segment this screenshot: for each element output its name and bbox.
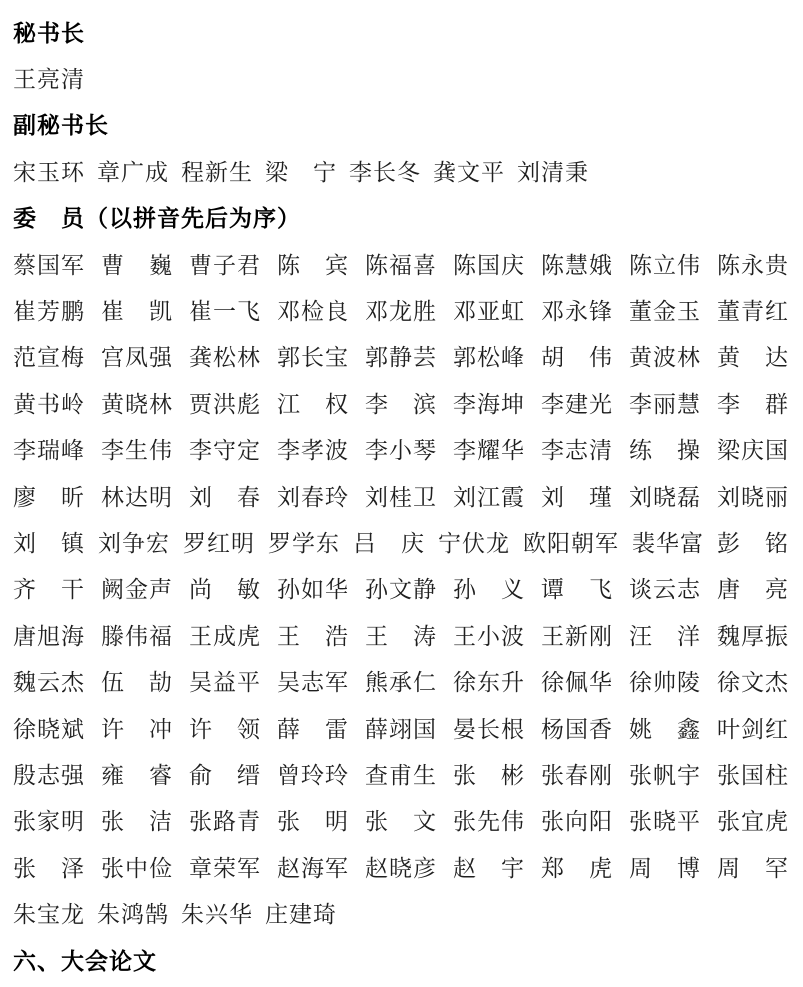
person-name: 伍 劼 [101, 670, 173, 696]
person-name: 王 浩 [277, 623, 349, 649]
person-name: 滕伟福 [101, 623, 173, 649]
person-name: 陈福喜 [365, 252, 437, 278]
person-name: 张先伟 [453, 809, 525, 835]
person-name: 赵海军 [277, 855, 349, 881]
person-name: 徐文杰 [717, 670, 789, 696]
person-name: 李小琴 [365, 438, 437, 464]
person-name: 张宜虎 [717, 809, 789, 835]
deputy-secretary-general-names [13, 147, 789, 193]
person-name: 晏长根 [453, 716, 525, 742]
person-name: 王小波 [453, 623, 525, 649]
person-name: 刘晓丽 [717, 484, 789, 510]
heading-secretary-general: 秘书长 [13, 20, 85, 46]
person-name: 龚文平 [433, 159, 505, 185]
person-name: 董青红 [717, 299, 789, 325]
person-name: 欧阳朝军 [523, 530, 619, 556]
person-name: 朱兴华 [181, 902, 253, 928]
person-name: 刘 镇 [13, 530, 85, 556]
person-name: 陈 宾 [277, 252, 349, 278]
person-name: 章荣军 [189, 855, 261, 881]
person-name: 尚 敏 [189, 577, 261, 603]
member-row [13, 704, 789, 750]
person-name: 黄书岭 [13, 391, 85, 417]
person-name: 吴志军 [277, 670, 349, 696]
member-row [13, 379, 789, 425]
person-name: 庄建琦 [265, 902, 337, 928]
person-name: 李耀华 [453, 438, 525, 464]
person-name: 梁庆国 [717, 438, 789, 464]
person-name: 朱宝龙 [13, 902, 85, 928]
person-name: 张国柱 [717, 762, 789, 788]
person-name: 蔡国军 [13, 252, 85, 278]
person-name: 齐 干 [13, 577, 85, 603]
person-name: 邓检良 [277, 299, 349, 325]
person-name: 孙文静 [365, 577, 437, 603]
person-name: 魏云杰 [13, 670, 85, 696]
member-row [13, 797, 789, 843]
person-name: 叶剑红 [717, 716, 789, 742]
person-name: 罗学东 [268, 530, 340, 556]
person-name: 张帆宇 [629, 762, 701, 788]
person-name: 林达明 [101, 484, 173, 510]
person-name: 范宣梅 [13, 345, 85, 371]
person-name: 张晓平 [629, 809, 701, 835]
person-name: 黄波林 [629, 345, 701, 371]
person-name: 赵 宇 [453, 855, 525, 881]
person-name: 李生伟 [101, 438, 173, 464]
person-name: 廖 昕 [13, 484, 85, 510]
person-name: 殷志强 [13, 762, 85, 788]
person-name: 谭 飞 [541, 577, 613, 603]
person-name: 唐旭海 [13, 623, 85, 649]
person-name: 黄 达 [717, 345, 789, 371]
person-name: 曹 巍 [101, 252, 173, 278]
member-row [13, 657, 789, 703]
person-name: 阙金声 [101, 577, 173, 603]
person-name: 张 明 [277, 809, 349, 835]
person-name: 邓龙胜 [365, 299, 437, 325]
person-name: 刘争宏 [98, 530, 170, 556]
heading-members: 委 员（以拼音先后为序） [13, 206, 301, 232]
person-name: 周 博 [629, 855, 701, 881]
person-name: 郑 虎 [541, 855, 613, 881]
person-name: 吴益平 [189, 670, 261, 696]
person-name: 王 涛 [365, 623, 437, 649]
person-name: 邓亚虹 [453, 299, 525, 325]
person-name: 李长冬 [349, 159, 421, 185]
person-name: 周 罕 [717, 855, 789, 881]
person-name: 薛 雷 [277, 716, 349, 742]
member-row [13, 426, 789, 472]
secretary-general-names [13, 54, 789, 100]
person-name: 雍 睿 [101, 762, 173, 788]
person-name: 罗红明 [183, 530, 255, 556]
person-name: 张 彬 [453, 762, 525, 788]
person-name: 黄晓林 [101, 391, 173, 417]
person-name: 谈云志 [629, 577, 701, 603]
person-name: 李建光 [541, 391, 613, 417]
person-name: 龚松林 [189, 345, 261, 371]
person-name: 李孝波 [277, 438, 349, 464]
person-name: 梁 宁 [265, 159, 337, 185]
person-name: 董金玉 [629, 299, 701, 325]
person-name: 赵晓彦 [365, 855, 437, 881]
heading-deputy-secretary-general: 副秘书长 [13, 113, 109, 139]
person-name: 宁伏龙 [438, 530, 510, 556]
person-name: 唐 亮 [717, 577, 789, 603]
person-name: 查甫生 [365, 762, 437, 788]
person-name: 江 权 [277, 391, 349, 417]
person-name: 陈立伟 [629, 252, 701, 278]
person-name: 张 文 [365, 809, 437, 835]
person-name: 熊承仁 [365, 670, 437, 696]
member-row [13, 889, 789, 935]
member-row [13, 750, 789, 796]
person-name: 许 冲 [101, 716, 173, 742]
person-name: 刘桂卫 [365, 484, 437, 510]
person-name: 李志清 [541, 438, 613, 464]
person-name: 王亮清 [13, 67, 85, 93]
person-name: 崔一飞 [189, 299, 261, 325]
person-name: 汪 洋 [629, 623, 701, 649]
person-name: 郭松峰 [453, 345, 525, 371]
person-name: 徐东升 [453, 670, 525, 696]
person-name: 刘清秉 [517, 159, 589, 185]
person-name: 徐佩华 [541, 670, 613, 696]
person-name: 崔芳鹏 [13, 299, 85, 325]
person-name: 许 领 [189, 716, 261, 742]
person-name: 贾洪彪 [189, 391, 261, 417]
heading-conference-papers-section: 六、大会论文 [13, 948, 157, 974]
person-name: 姚 鑫 [629, 716, 701, 742]
member-row [13, 333, 789, 379]
person-name: 李海坤 [453, 391, 525, 417]
person-name: 李丽慧 [629, 391, 701, 417]
person-name: 彭 铭 [717, 530, 789, 556]
person-name: 徐帅陵 [629, 670, 701, 696]
member-row [13, 518, 789, 564]
person-name: 张向阳 [541, 809, 613, 835]
person-name: 刘 瑾 [541, 484, 613, 510]
person-name: 杨国香 [541, 716, 613, 742]
person-name: 曹子君 [189, 252, 261, 278]
member-row [13, 472, 789, 518]
person-name: 郭长宝 [277, 345, 349, 371]
person-name: 刘春玲 [277, 484, 349, 510]
member-row [13, 286, 789, 332]
member-row [13, 565, 789, 611]
person-name: 陈国庆 [453, 252, 525, 278]
person-name: 胡 伟 [541, 345, 613, 371]
person-name: 李守定 [189, 438, 261, 464]
person-name: 孙 义 [453, 577, 525, 603]
person-name: 刘江霞 [453, 484, 525, 510]
member-row [13, 843, 789, 889]
person-name: 朱鸿鹄 [97, 902, 169, 928]
person-name: 陈永贵 [717, 252, 789, 278]
member-row [13, 611, 789, 657]
person-name: 陈慧娥 [541, 252, 613, 278]
person-name: 刘 春 [189, 484, 261, 510]
person-name: 张 洁 [101, 809, 173, 835]
person-name: 薛翊国 [365, 716, 437, 742]
member-list [13, 240, 789, 936]
person-name: 张中俭 [101, 855, 173, 881]
person-name: 崔 凯 [101, 299, 173, 325]
person-name: 张家明 [13, 809, 85, 835]
person-name: 吕 庆 [353, 530, 425, 556]
person-name: 程新生 [181, 159, 253, 185]
person-name: 徐晓斌 [13, 716, 85, 742]
person-name: 张路青 [189, 809, 261, 835]
person-name: 章广成 [97, 159, 169, 185]
person-name: 魏厚振 [717, 623, 789, 649]
person-name: 宫凤强 [101, 345, 173, 371]
member-row [13, 240, 789, 286]
person-name: 李 群 [717, 391, 789, 417]
person-name: 郭静芸 [365, 345, 437, 371]
person-name: 刘晓磊 [629, 484, 701, 510]
person-name: 曾玲玲 [277, 762, 349, 788]
person-name: 张 泽 [13, 855, 85, 881]
person-name: 邓永锋 [541, 299, 613, 325]
person-name: 宋玉环 [13, 159, 85, 185]
person-name: 练 操 [629, 438, 701, 464]
person-name: 王新刚 [541, 623, 613, 649]
person-name: 李 滨 [365, 391, 437, 417]
person-name: 裴华富 [632, 530, 704, 556]
person-name: 李瑞峰 [13, 438, 85, 464]
person-name: 张春刚 [541, 762, 613, 788]
person-name: 王成虎 [189, 623, 261, 649]
person-name: 孙如华 [277, 577, 349, 603]
person-name: 俞 缙 [189, 762, 261, 788]
